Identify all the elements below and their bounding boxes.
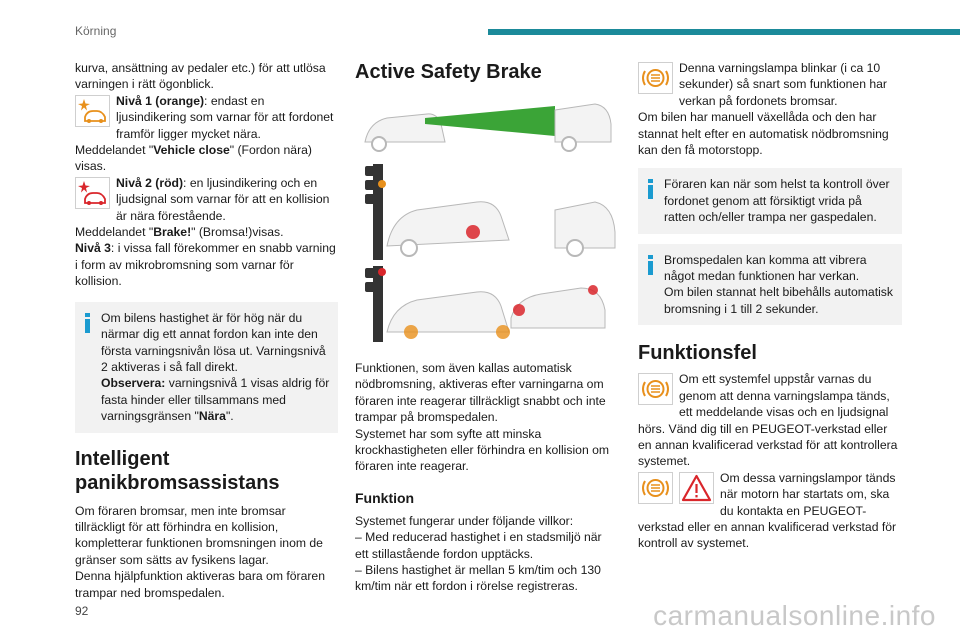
intro-text: kurva, ansättning av pedaler etc.) för att utlösa varningen i rätt ögonblick. (75, 61, 326, 92)
info-note-control (638, 168, 902, 233)
note-text: Om bilens hastighet är för hög när du närmar dig ett annat fordon kan inte den första varningsnivån lösa ut. Varningsnivå 2 aktiveras i så fall direkt. (101, 310, 326, 374)
collision-alert-orange-icon (75, 95, 110, 127)
asb-para2: Systemet har som syfte att minska krockhastigheten eller förhindra en kollision om föraren inte reagerar. (355, 426, 610, 474)
illustration-warning-level2 (355, 160, 617, 260)
brake-warning-lamp-icon (638, 472, 673, 504)
watermark: carmanualsonline.info (653, 600, 936, 631)
level1-block (75, 93, 338, 142)
illustration-braking (355, 266, 617, 342)
level1-label: Nivå 1 (orange) (116, 93, 205, 108)
note-vibration-text: Bromspedalen kan komma att vibrera något medan funktionen har verkan. (664, 252, 867, 284)
observe-label: Observera: (101, 376, 166, 391)
manual-gearbox-text: Om bilen har manuell växellåda och den har stannat helt efter en automatisk nödbromsning kan den få motorstopp. (638, 110, 889, 158)
heading-active-safety-brake: Active Safety Brake (355, 61, 542, 83)
asb-para1: Funktionen, som även kallas automatisk nödbromsning, aktiveras efter varningarna om föraren inte reagerar tillräckligt snabbt och inte trampar på bromspedalen. (355, 361, 606, 425)
level2-desc: : en ljusindikering och en ljudsignal som varnar för att en kollision är nära förestående. (116, 175, 330, 223)
lamp-text: Denna varningslampa blinkar (i ca 10 sekunder) så snart som funktionen har verkan på fordonets bromsar. (679, 61, 887, 108)
info-note-vibration (638, 244, 902, 326)
lamp-block (638, 60, 902, 109)
brake-warning-lamp-icon (638, 373, 673, 405)
fault2-block (638, 470, 902, 552)
heading-funktion: Funktion (355, 489, 415, 506)
level2-message (75, 224, 338, 240)
column-middle (355, 60, 617, 595)
info-icon (648, 255, 653, 275)
note-control-text: Föraren kan när som helst ta kontroll över fordonet genom att försiktigt vrida på ratten och/eller trampa ner gaspedalen. (664, 177, 890, 225)
level3-desc: : i vissa fall förekommer en snabb varning i form av mikrobromsning som varnar för kollision. (75, 241, 336, 289)
warning-triangle-icon (679, 472, 714, 504)
level1-message (75, 142, 338, 175)
level2-text (75, 175, 338, 224)
info-icon (85, 313, 90, 333)
heading-funktionsfel: Funktionsfel (638, 342, 757, 365)
observe-post: ". (225, 409, 234, 424)
msg2-bold: Brake! (153, 225, 192, 240)
fault2-text: Om dessa varningslampor tänds när motorn har startats om, ska du kontakta en PEUGEOT-verkstad eller en annan kvalificerad verkstad för kontroll av systemet. (638, 470, 897, 551)
msg2-post: " (Bromsa!)visas. (191, 225, 284, 240)
section-header: Körning (75, 24, 117, 38)
illustration-distance (355, 92, 617, 154)
msg1-pre: Meddelandet " (75, 143, 154, 158)
msg1-bold: Vehicle close (153, 143, 230, 158)
level2-label: Nivå 2 (röd) (116, 175, 184, 190)
msg2-pre: Meddelandet " (75, 225, 154, 240)
level1-text (75, 93, 338, 142)
observe-bold: Nära (198, 409, 226, 424)
brake-warning-lamp-icon (638, 62, 673, 94)
info-icon (648, 179, 653, 199)
column-left (75, 60, 338, 601)
note-hold-text: Om bilen stannat helt bibehålls automatisk bromsning i 1 till 2 sekunder. (664, 285, 893, 316)
heading-panic-brake: Intelligent panikbromsassistans (75, 447, 280, 494)
fault1-block (638, 371, 902, 469)
panic-brake-para1: Om föraren bromsar, men inte bromsar tillräckligt för att förhindra en kollision, kompletterar funktionen bromsningen inom de gränser som sätts av fysikens lagar. (75, 503, 323, 567)
condition-1: – Med reducerad hastighet i en stadsmiljö när ett stillastående fordon upptäcks. (355, 530, 602, 561)
page-number: 92 (75, 604, 89, 618)
msg1-post: " (Fordon nära) visas. (75, 143, 312, 174)
fault1-text: Om ett systemfel uppstår varnas du genom att denna varningslampa tänds, ett meddelande visas och en ljudsignal hörs. Vänd dig till en PEUGEOT-verkstad eller en annan kvalificerad verkstad för att kontrollera systemet. (638, 372, 898, 469)
panic-brake-para2: Denna hjälpfunktion aktiveras bara om föraren trampar ned bromspedalen. (75, 569, 325, 600)
condition-2: – Bilens hastighet är mellan 5 km/tim och 130 km/tim när ett fordon i rörelse registreras. (355, 563, 601, 594)
observe-pre: varningsnivå 1 visas aldrig för fasta hinder eller tillsammans med varningsgränsen " (101, 376, 330, 424)
conditions-intro: Systemet fungerar under följande villkor: (355, 513, 574, 528)
level1-desc: : endast en ljusindikering som varnar för att fordonet framför ligger mycket nära. (116, 93, 334, 141)
collision-alert-red-icon (75, 177, 110, 209)
column-right (638, 60, 902, 552)
level3-label: Nivå 3 (75, 241, 111, 256)
note-observe (101, 375, 330, 424)
level2-block (75, 175, 338, 224)
info-note-speed (75, 302, 338, 433)
level3-text (75, 240, 338, 289)
header-accent-bar (488, 29, 960, 35)
